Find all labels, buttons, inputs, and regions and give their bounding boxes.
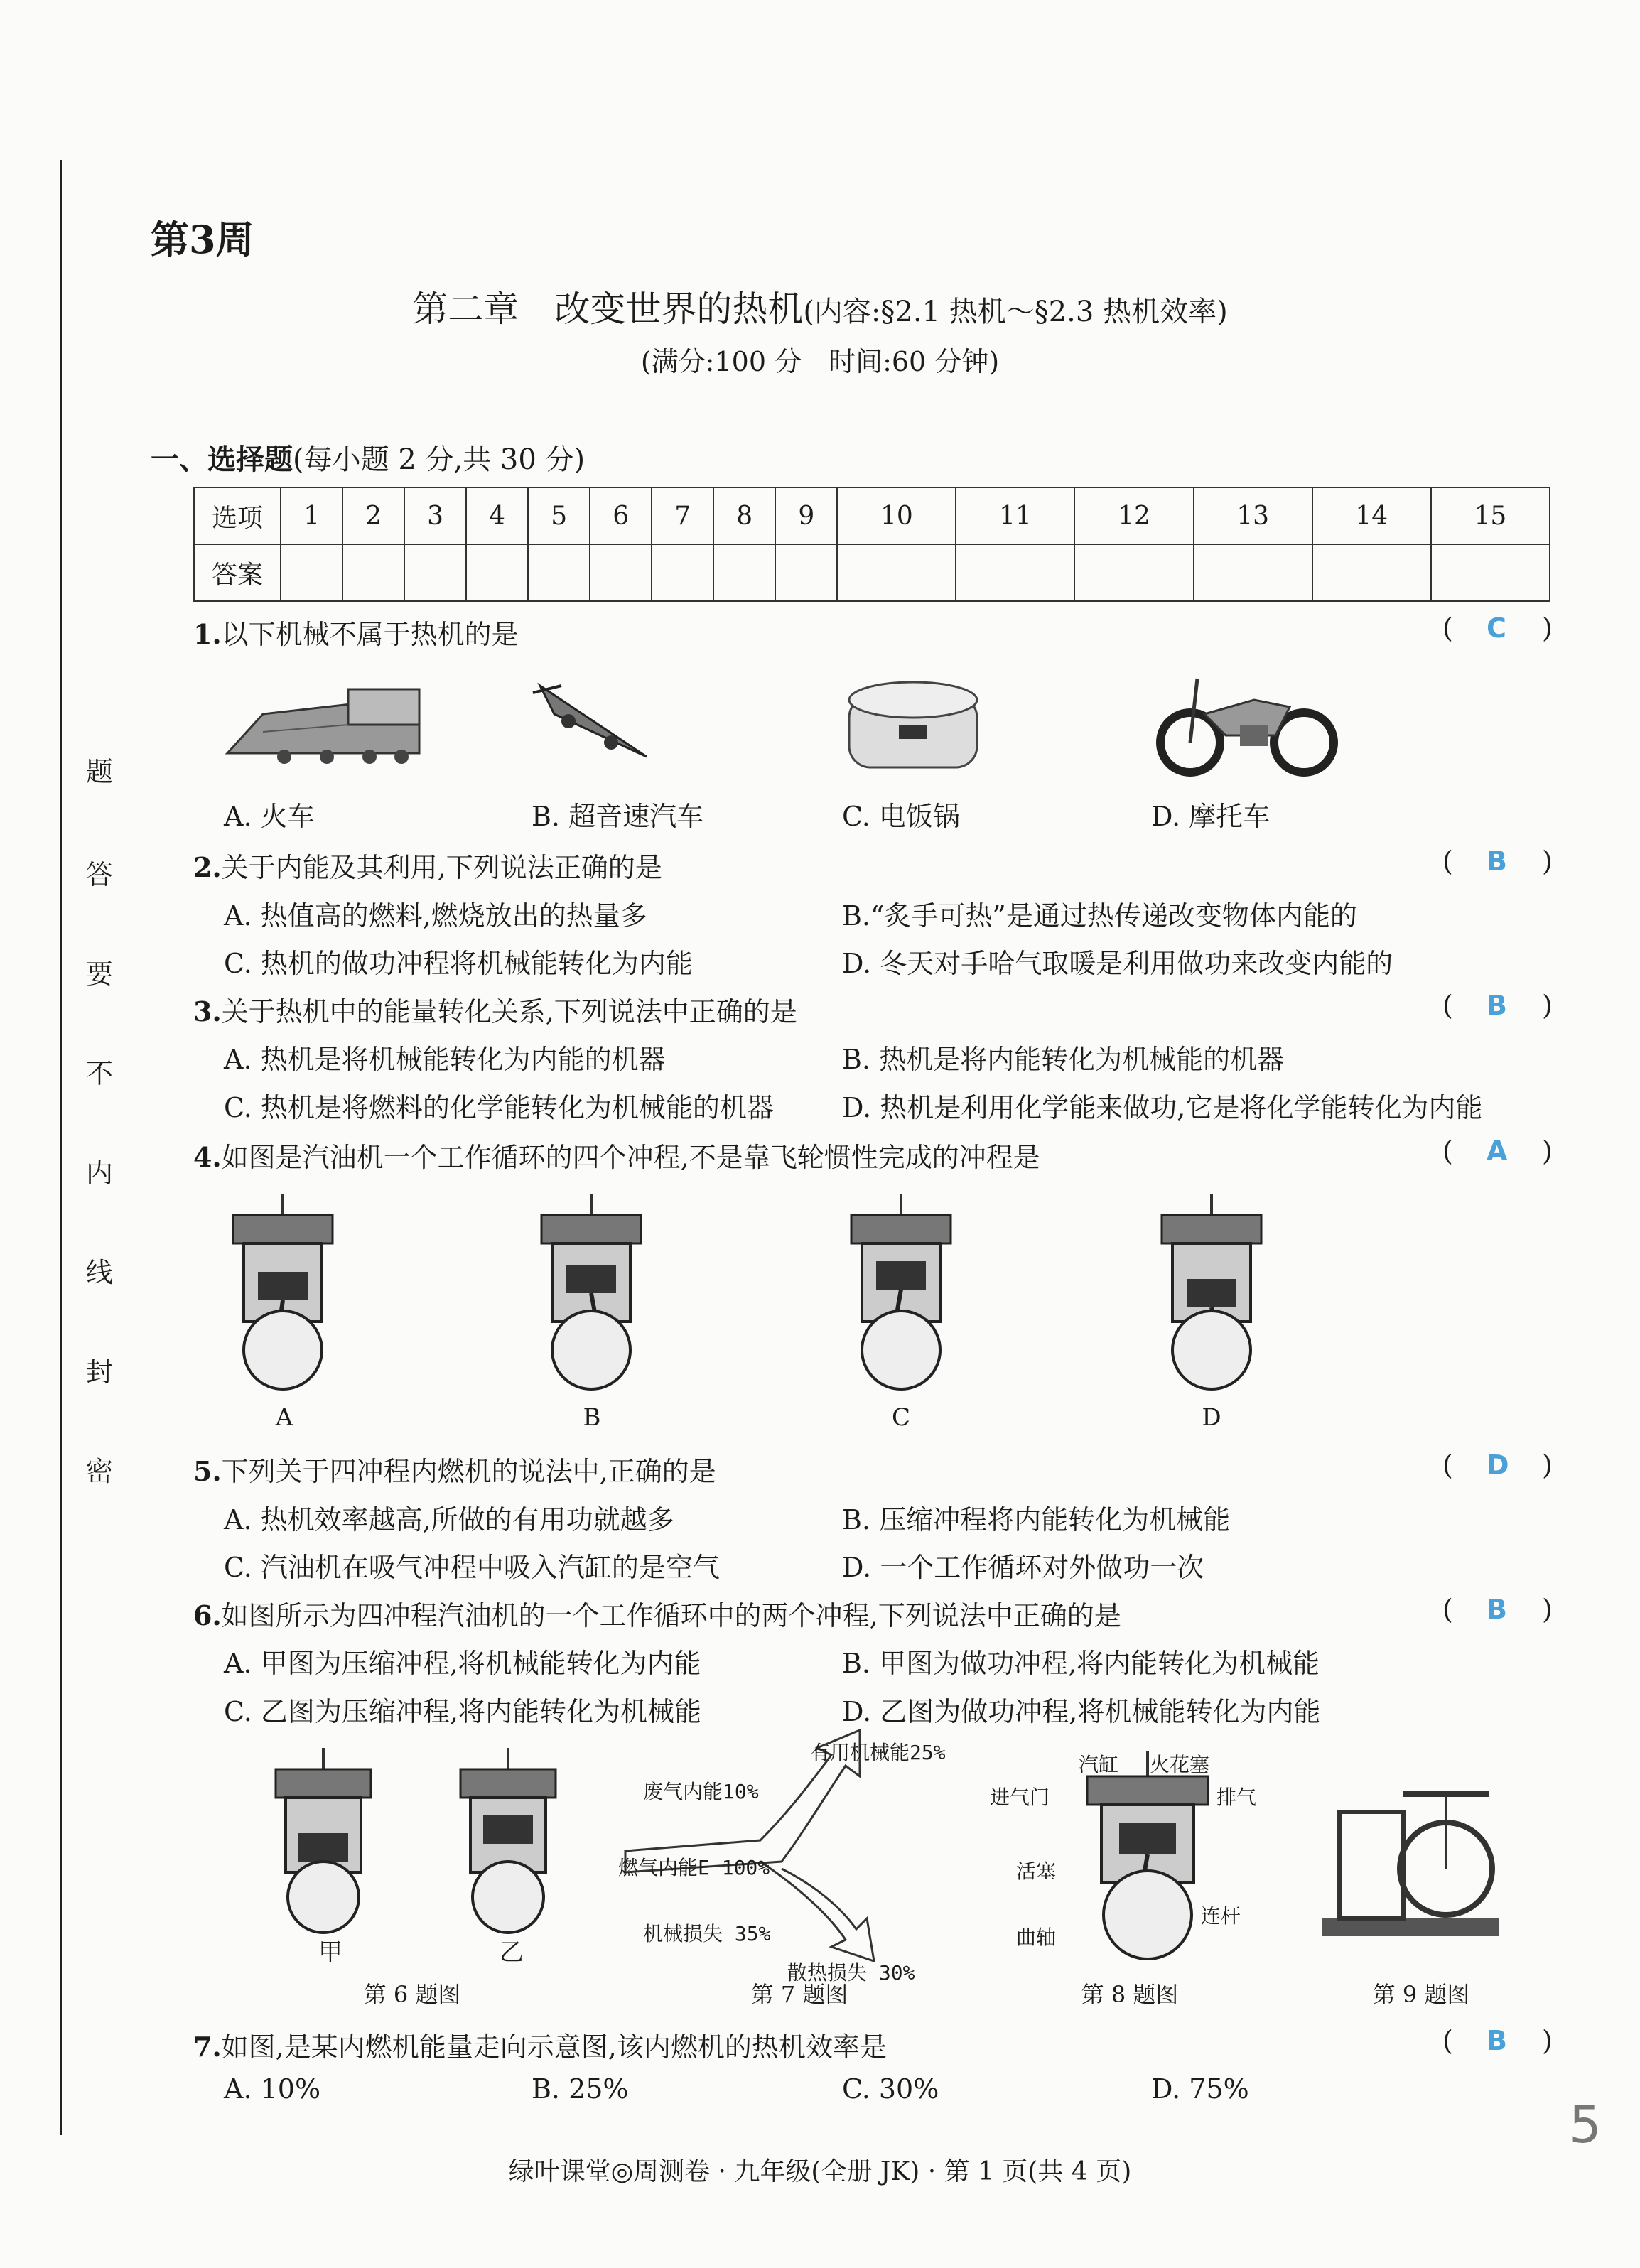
answer-cell[interactable] [652, 544, 713, 601]
option-number: 3 [404, 487, 466, 544]
margin-char-2: 线 [85, 1257, 113, 1288]
engine-label-d: D [1202, 1403, 1221, 1432]
answer-value: B [1487, 2025, 1507, 2056]
paren-left: ( [1442, 2025, 1453, 2056]
question-number: 6. [193, 1599, 222, 1631]
fig7-fuel: 燃气内能E 100% [618, 1856, 770, 1879]
paren-left: ( [1442, 612, 1453, 644]
answer-value: D [1487, 1449, 1509, 1481]
section-name: 一、选择题 [151, 443, 293, 476]
answer-cell[interactable] [342, 544, 404, 601]
engine-diagram-d [1155, 1194, 1268, 1386]
question-3 [193, 990, 797, 1029]
answer-cell[interactable] [1074, 544, 1193, 601]
q3-option-d: D. 热机是利用化学能来做功,它是将化学能转化为内能 [842, 1092, 1483, 1123]
question-7 [193, 2025, 887, 2064]
q2-option-d: D. 冬天对手哈气取暖是利用做功来改变内能的 [842, 948, 1393, 979]
question-text: 如图,是某内燃机能量走向示意图,该内燃机的热机效率是 [221, 2031, 887, 2063]
q1-option-c: C. 电饭锅 [842, 801, 960, 832]
fig7-useful: 有用机械能25% [810, 1741, 946, 1764]
question-text: 关于内能及其利用,下列说法正确的是 [221, 852, 662, 883]
fig8-caption: 第 8 题图 [1081, 1981, 1179, 2008]
chapter-heading [0, 281, 1640, 332]
table-row-options [194, 487, 1550, 544]
answer-cell[interactable] [466, 544, 528, 601]
answer-cell[interactable] [1312, 544, 1431, 601]
answer-cell[interactable] [837, 544, 956, 601]
q3-option-a: A. 热机是将机械能转化为内能的机器 [224, 1044, 666, 1075]
question-text: 如图所示为四冲程汽油机的一个工作循环中的两个冲程,下列说法中正确的是 [221, 1600, 1121, 1631]
question-2 [193, 846, 662, 885]
q6-option-c: C. 乙图为压缩冲程,将内能转化为机械能 [224, 1696, 701, 1727]
engine-label-c: C [891, 1403, 910, 1432]
answer-cell[interactable] [590, 544, 652, 601]
option-number: 13 [1194, 487, 1312, 544]
q7-option-b: B. 25% [532, 2073, 629, 2105]
answer-cell[interactable] [775, 544, 837, 601]
answer-value: A [1487, 1135, 1508, 1167]
q6-option-a: A. 甲图为压缩冲程,将机械能转化为内能 [224, 1648, 701, 1679]
engine-label-b: B [583, 1403, 601, 1432]
paren-right: ) [1542, 846, 1553, 877]
answer-cell[interactable] [1194, 544, 1312, 601]
fig6-caption: 第 6 题图 [363, 1981, 461, 2008]
option-number: 2 [342, 487, 404, 544]
paren-right: ) [1542, 1135, 1553, 1167]
question-5 [193, 1449, 716, 1489]
engine-diagram-a [226, 1194, 340, 1386]
rice-cooker-image [838, 675, 988, 774]
option-number: 1 [281, 487, 342, 544]
margin-char-3: 内 [85, 1157, 113, 1189]
fig9-caption: 第 9 题图 [1372, 1981, 1470, 2008]
paren-right: ) [1542, 612, 1553, 644]
chapter-content: (内容:§2.1 热机～§2.3 热机效率) [803, 296, 1228, 328]
fig8-exhaust: 排气 [1216, 1786, 1257, 1809]
section-title [151, 437, 585, 477]
question-1 [193, 612, 519, 652]
train-image [220, 668, 426, 774]
answer-cell[interactable] [956, 544, 1074, 601]
fig6-engine-yi [455, 1748, 561, 1933]
option-number: 5 [528, 487, 590, 544]
option-number: 12 [1074, 487, 1193, 544]
option-number: 6 [590, 487, 652, 544]
margin-char-7: 题 [85, 756, 113, 787]
fig7-mech-loss: 机械损失 35% [643, 1922, 771, 1945]
q6-option-d: D. 乙图为做功冲程,将机械能转化为内能 [842, 1696, 1321, 1727]
fig8-cylinder: 汽缸 [1079, 1753, 1119, 1776]
paren-right: ) [1542, 2025, 1553, 2056]
margin-char-5: 要 [85, 958, 113, 990]
q7-option-c: C. 30% [842, 2073, 939, 2105]
fig7-caption: 第 7 题图 [750, 1981, 848, 2008]
q2-option-b: B.“炙手可热”是通过热传递改变物体内能的 [842, 900, 1357, 932]
question-6 [193, 1594, 1121, 1633]
paren-left: ( [1442, 1449, 1453, 1481]
answer-value: B [1487, 990, 1507, 1021]
q1-option-d: D. 摩托车 [1151, 801, 1271, 832]
q3-option-b: B. 热机是将内能转化为机械能的机器 [842, 1044, 1285, 1075]
paren-left: ( [1442, 1594, 1453, 1625]
q5-option-d: D. 一个工作循环对外做功一次 [842, 1552, 1204, 1583]
q1-option-b: B. 超音速汽车 [532, 801, 704, 832]
engine-label-a: A [275, 1403, 293, 1432]
q2-option-a: A. 热值高的燃料,燃烧放出的热量多 [224, 900, 647, 932]
paren-left: ( [1442, 1135, 1453, 1167]
q5-option-a: A. 热机效率越高,所做的有用功就越多 [224, 1504, 674, 1535]
motorcycle-image [1148, 664, 1347, 778]
question-text: 下列关于四冲程内燃机的说法中,正确的是 [221, 1456, 716, 1487]
page-number: 5 [1569, 2095, 1602, 2154]
q2-option-c: C. 热机的做功冲程将机械能转化为内能 [224, 948, 693, 979]
fig6-label-jia: 甲 [318, 1938, 342, 1967]
answer-table [193, 487, 1550, 602]
chapter-title: 第二章 改变世界的热机 [412, 288, 804, 330]
fig8-crank: 曲轴 [1016, 1926, 1057, 1949]
paren-right: ) [1542, 1594, 1553, 1625]
fig9-steam-engine-image [1318, 1783, 1503, 1940]
answer-value: B [1487, 1594, 1507, 1625]
row-label-answers: 答案 [194, 544, 281, 601]
question-text: 以下机械不属于热机的是 [221, 619, 519, 650]
paren-left: ( [1442, 846, 1453, 877]
section-note: (每小题 2 分,共 30 分) [293, 443, 586, 476]
paren-right: ) [1542, 990, 1553, 1021]
paren-left: ( [1442, 990, 1453, 1021]
engine-diagram-c [844, 1194, 958, 1386]
row-label-options: 选项 [194, 487, 281, 544]
option-number: 8 [713, 487, 775, 544]
binding-line [60, 160, 62, 2135]
answer-cell[interactable] [404, 544, 466, 601]
paren-right: ) [1542, 1449, 1553, 1481]
week-label: 第3周 [151, 217, 254, 262]
margin-char-0: 密 [85, 1456, 113, 1487]
fig6-engine-jia [270, 1748, 377, 1933]
question-number: 3. [193, 995, 222, 1027]
margin-char-4: 不 [85, 1058, 113, 1089]
option-number: 10 [837, 487, 956, 544]
margin-char-1: 封 [85, 1356, 113, 1388]
question-number: 1. [193, 618, 222, 650]
question-number: 4. [193, 1141, 222, 1173]
q1-option-a: A. 火车 [224, 801, 315, 832]
score-time: (满分:100 分 时间:60 分钟) [640, 346, 1000, 377]
answer-cell[interactable] [1431, 544, 1550, 601]
question-number: 2. [193, 851, 222, 883]
q6-option-b: B. 甲图为做功冲程,将内能转化为机械能 [842, 1648, 1320, 1679]
question-number: 5. [193, 1455, 222, 1487]
fig7-exhaust: 废气内能10% [643, 1780, 759, 1803]
answer-value: C [1487, 612, 1506, 644]
fig8-rod: 连杆 [1201, 1904, 1241, 1928]
option-number: 14 [1312, 487, 1431, 544]
option-number: 9 [775, 487, 837, 544]
question-4 [193, 1135, 1040, 1174]
margin-char-6: 答 [85, 859, 113, 890]
answer-cell[interactable] [528, 544, 590, 601]
q7-option-a: A. 10% [224, 2073, 321, 2105]
option-number: 11 [956, 487, 1074, 544]
question-text: 如图是汽油机一个工作循环的四个冲程,不是靠飞轮惯性完成的冲程是 [221, 1142, 1040, 1173]
answer-cell[interactable] [713, 544, 775, 601]
fig8-engine-diagram [1080, 1751, 1215, 1965]
fig7-heat-loss: 散热损失 30% [787, 1961, 915, 1984]
option-number: 15 [1431, 487, 1550, 544]
engine-diagram-b [534, 1194, 648, 1386]
fig8-piston: 活塞 [1016, 1859, 1057, 1883]
option-number: 4 [466, 487, 528, 544]
fig6-label-yi: 乙 [500, 1938, 524, 1967]
answer-cell[interactable] [281, 544, 342, 601]
fig8-intake: 进气门 [990, 1786, 1050, 1809]
question-text: 关于热机中的能量转化关系,下列说法中正确的是 [221, 996, 797, 1027]
option-number: 7 [652, 487, 713, 544]
table-row-answers [194, 544, 1550, 601]
question-number: 7. [193, 2031, 222, 2063]
q3-option-c: C. 热机是将燃料的化学能转化为机械能的机器 [224, 1092, 774, 1123]
q5-option-c: C. 汽油机在吸气冲程中吸入汽缸的是空气 [224, 1552, 720, 1583]
supersonic-car-image [526, 671, 654, 764]
page-footer: 绿叶课堂◎周测卷 · 九年级(全册 JK) · 第 1 页(共 4 页) [508, 2157, 1132, 2186]
answer-value: B [1487, 846, 1507, 877]
q7-option-d: D. 75% [1151, 2073, 1249, 2105]
fig8-spark: 火花塞 [1150, 1753, 1210, 1776]
q5-option-b: B. 压缩冲程将内能转化为机械能 [842, 1504, 1231, 1535]
